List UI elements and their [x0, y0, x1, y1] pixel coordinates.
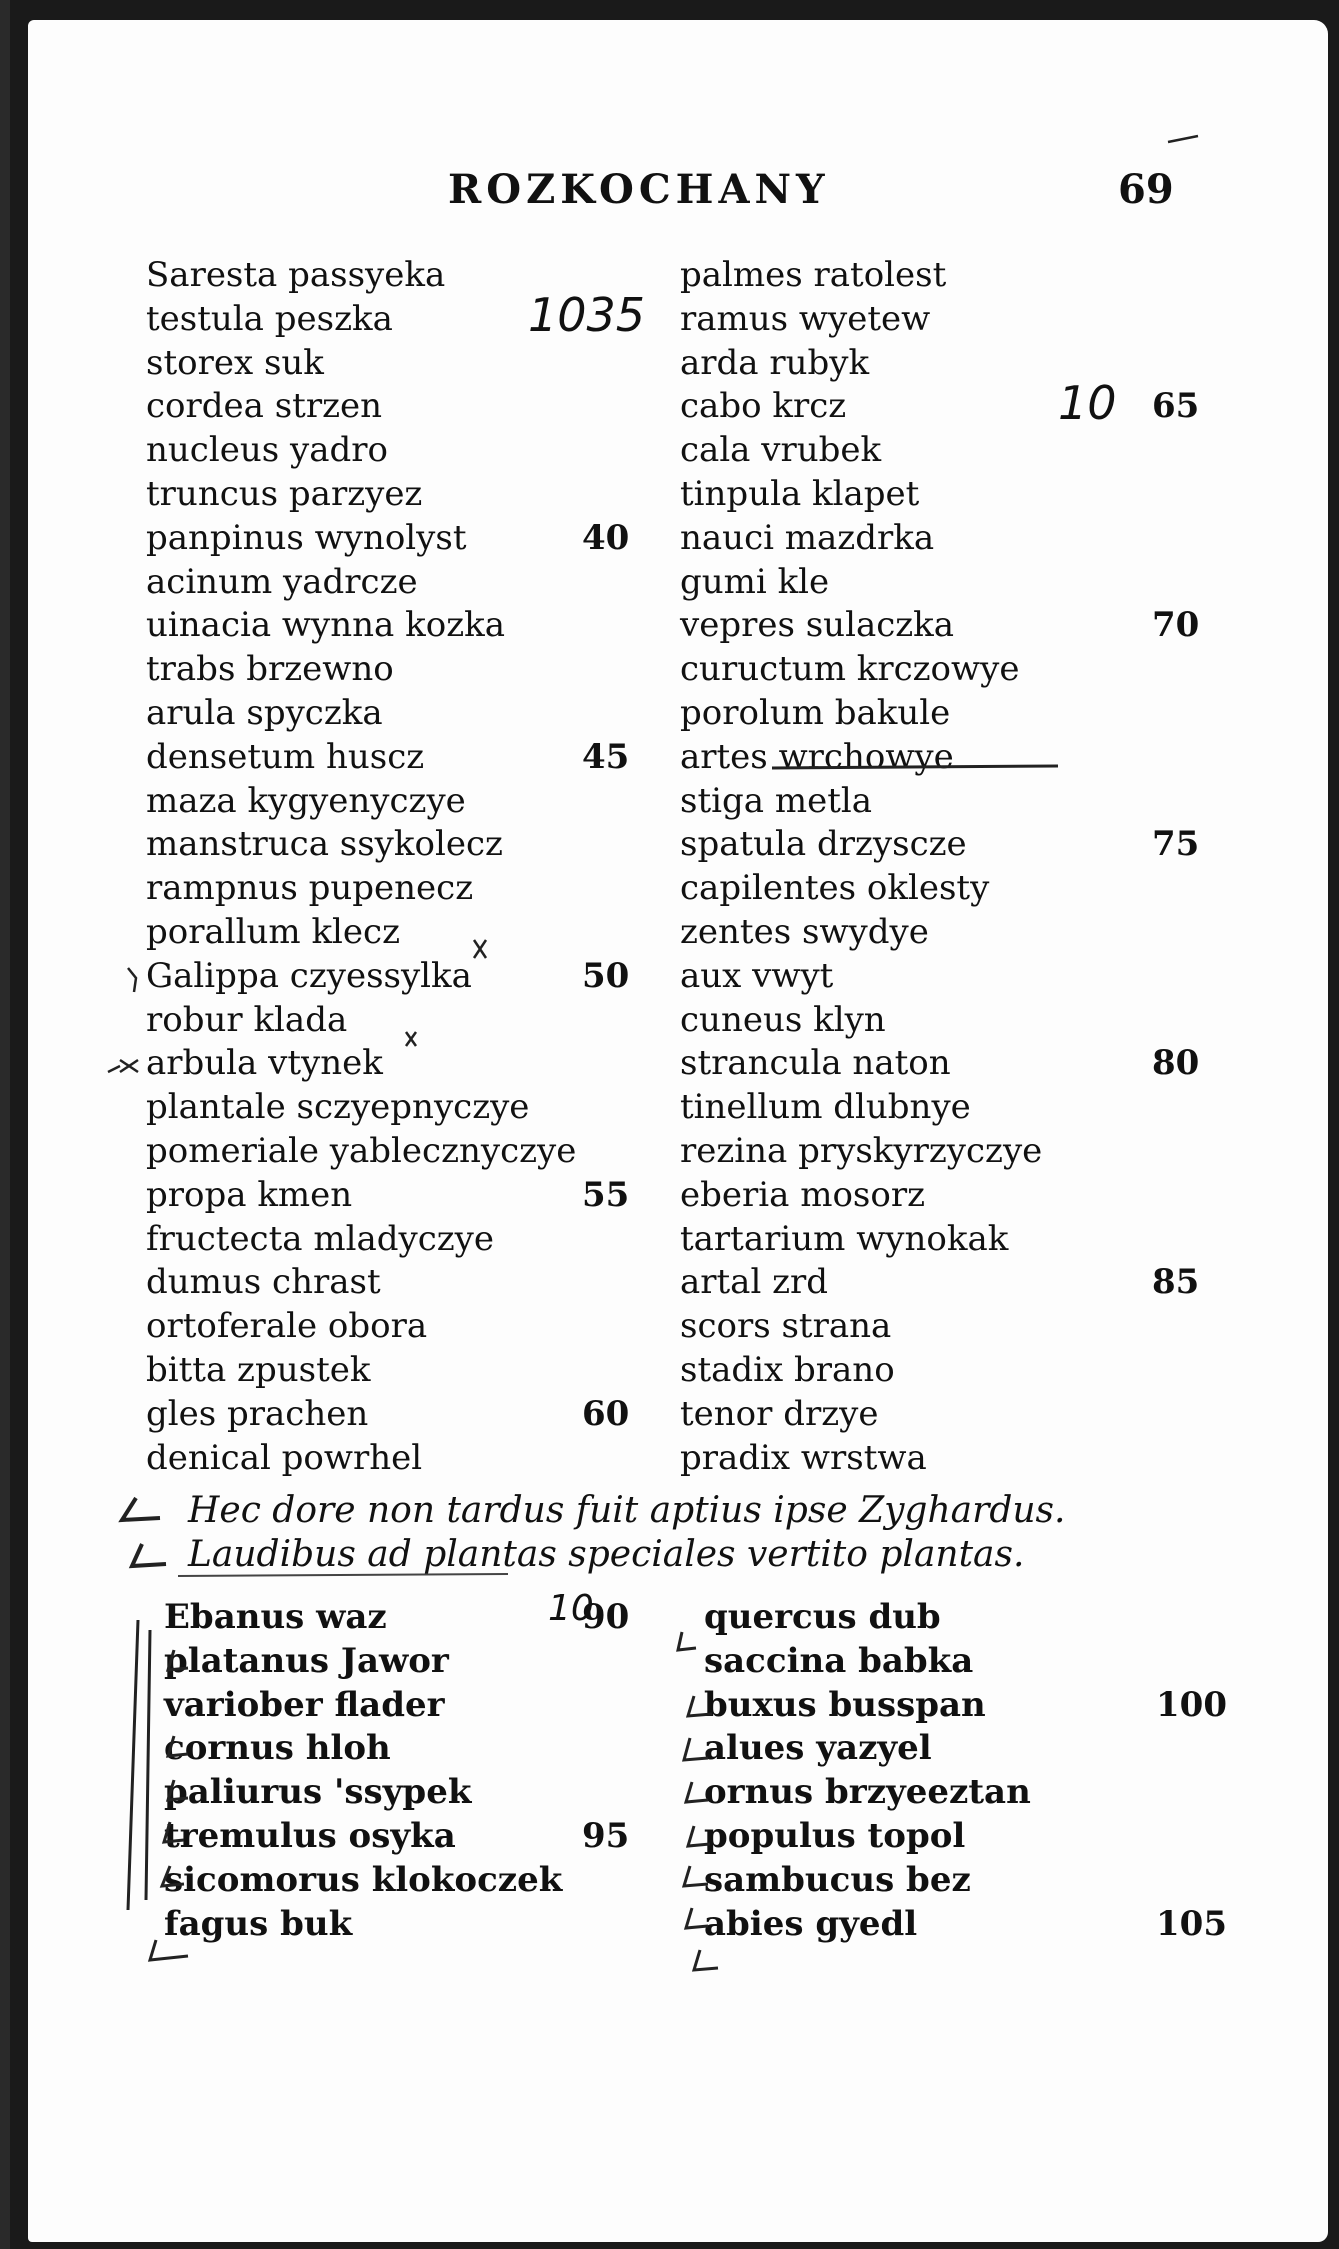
entry-text: ornus brzyeeztan — [704, 1772, 1031, 1813]
page-gutter — [0, 0, 10, 2249]
verse-bracket-1 — [122, 1498, 160, 1520]
x-mark-1 — [474, 940, 486, 958]
entry-text: porolum bakule — [680, 692, 951, 733]
entry-text: maza kygyenyczye — [146, 780, 466, 821]
entry-text: robur klada — [146, 999, 348, 1040]
x-mark-2 — [406, 1032, 416, 1046]
entry-text: cabo krcz — [680, 386, 847, 427]
handwritten-note-lower-left: 10 — [548, 1588, 594, 1629]
line-number: 70 — [1152, 605, 1200, 646]
page-number: 69 — [1118, 166, 1174, 213]
entry-text: bitta zpustek — [146, 1349, 371, 1390]
lower-left-brace — [128, 1620, 150, 1910]
entry-text: tartarium wynokak — [680, 1218, 1009, 1259]
entry-text: propa kmen — [146, 1174, 353, 1215]
line-number: 40 — [582, 517, 630, 558]
entry-text: cuneus klyn — [680, 999, 886, 1040]
line-number: 75 — [1152, 824, 1200, 865]
entry-text: tinellum dlubnye — [680, 1087, 971, 1128]
entry-text: paliurus 'ssypek — [164, 1772, 472, 1813]
entry-text: capilentes oklesty — [680, 868, 990, 909]
entry-text: artal zrd — [680, 1262, 829, 1303]
entry-text: populus topol — [704, 1815, 966, 1856]
entry-text: nucleus yadro — [146, 430, 388, 471]
line-number: 105 — [1156, 1903, 1227, 1944]
line-number: 95 — [582, 1815, 630, 1856]
entry-text: gles prachen — [146, 1393, 369, 1434]
entry-text: abies gyedl — [704, 1903, 918, 1944]
entry-text: Saresta passyeka — [146, 255, 446, 295]
ink-marks — [28, 20, 1328, 2242]
entry-text: ramus wyetew — [680, 298, 931, 339]
entry-text: variober flader — [164, 1684, 445, 1725]
entry-text: sicomorus klokoczek — [164, 1859, 563, 1900]
entry-text: arbula vtynek — [146, 1043, 383, 1084]
entry-text: scors strana — [680, 1306, 892, 1347]
lower-right-ticks — [678, 1632, 718, 1970]
entry-text: testula peszka — [146, 298, 393, 339]
entry-text: tenor drzye — [680, 1393, 879, 1434]
entry-text: artes wrchowye — [680, 736, 954, 777]
entry-text: alues yazyel — [704, 1728, 932, 1769]
entry-text: quercus dub — [704, 1597, 941, 1637]
entry-text: arda rubyk — [680, 342, 870, 383]
line-number: 100 — [1156, 1684, 1227, 1725]
entry-text: fagus buk — [164, 1903, 353, 1944]
line-number: 60 — [582, 1393, 630, 1434]
entry-text: strancula naton — [680, 1043, 951, 1084]
entry-text: sambucus bez — [704, 1859, 971, 1900]
entry-text: porallum klecz — [146, 911, 401, 952]
entry-text: pradix wrstwa — [680, 1437, 927, 1478]
entry-text: rampnus pupenecz — [146, 868, 474, 909]
line-number: 50 — [582, 955, 630, 996]
entry-text: Ebanus waz — [164, 1597, 387, 1637]
entry-text: densetum huscz — [146, 736, 425, 777]
entry-text: Galippa czyessylka — [146, 955, 472, 996]
verse-bracket-2 — [132, 1544, 166, 1566]
entry-text: dumus chrast — [146, 1262, 381, 1303]
entry-text: denical powrhel — [146, 1437, 423, 1478]
entry-text: trabs brzewno — [146, 649, 394, 690]
entry-text: truncus parzyez — [146, 473, 423, 514]
entry-text: eberia mosorz — [680, 1174, 926, 1215]
entry-text: platanus Jawor — [164, 1640, 449, 1681]
line-number: 85 — [1152, 1262, 1200, 1303]
book-page — [28, 20, 1328, 2242]
entry-text: stadix brano — [680, 1349, 895, 1390]
entry-text: tremulus osyka — [164, 1815, 456, 1856]
line-number: 55 — [582, 1174, 630, 1215]
handwritten-note-upper-left: 1035 — [528, 288, 646, 342]
header-tick — [1168, 136, 1198, 142]
entry-text: tinpula klapet — [680, 473, 920, 514]
entry-text: zentes swydye — [680, 911, 929, 952]
entry-text: pomeriale yablecznyczye — [146, 1130, 577, 1171]
entry-text: arula spyczka — [146, 692, 383, 733]
entry-text: cuructum krczowye — [680, 649, 1020, 690]
entry-text: plantale sczyepnyczye — [146, 1087, 530, 1128]
tick-mark — [128, 968, 136, 992]
x-mark-3 — [108, 1060, 138, 1072]
running-title: ROZKOCHANY — [448, 166, 830, 213]
verse-line-2: Laudibus ad plantas speciales vertito plantas. — [188, 1534, 1025, 1575]
entry-text: fructecta mladyczye — [146, 1218, 494, 1259]
entry-text: buxus busspan — [704, 1684, 986, 1725]
entry-text: acinum yadrcze — [146, 561, 418, 602]
line-number: 65 — [1152, 386, 1200, 427]
entry-text: ortoferale obora — [146, 1306, 428, 1347]
entry-text: panpinus wynolyst — [146, 517, 467, 558]
entry-text: vepres sulaczka — [680, 605, 955, 646]
entry-text: uinacia wynna kozka — [146, 605, 505, 646]
line-number: 90 — [582, 1597, 630, 1637]
lower-left-ticks — [150, 1650, 188, 1960]
handwritten-note-upper-right: 10 — [1058, 376, 1117, 430]
entry-text: spatula drzyscze — [680, 824, 967, 865]
entry-text: nauci mazdrka — [680, 517, 935, 558]
entry-text: manstruca ssykolecz — [146, 824, 503, 865]
entry-text: aux vwyt — [680, 955, 834, 996]
entry-text: stiga metla — [680, 780, 872, 821]
entry-text: cordea strzen — [146, 386, 383, 427]
entry-text: palmes ratolest — [680, 255, 947, 295]
line-number: 45 — [582, 736, 630, 777]
ink-underline — [772, 766, 1058, 768]
verse-underline — [178, 1574, 508, 1576]
line-number: 80 — [1152, 1043, 1200, 1084]
entry-text: rezina pryskyrzyczye — [680, 1130, 1043, 1171]
entry-text: saccina babka — [704, 1640, 974, 1681]
verse-line-1: Hec dore non tardus fuit aptius ipse Zyghardus. — [188, 1490, 1066, 1531]
entry-text: gumi kle — [680, 561, 830, 602]
entry-text: storex suk — [146, 342, 324, 383]
entry-text: cornus hloh — [164, 1728, 391, 1769]
entry-text: cala vrubek — [680, 430, 882, 471]
